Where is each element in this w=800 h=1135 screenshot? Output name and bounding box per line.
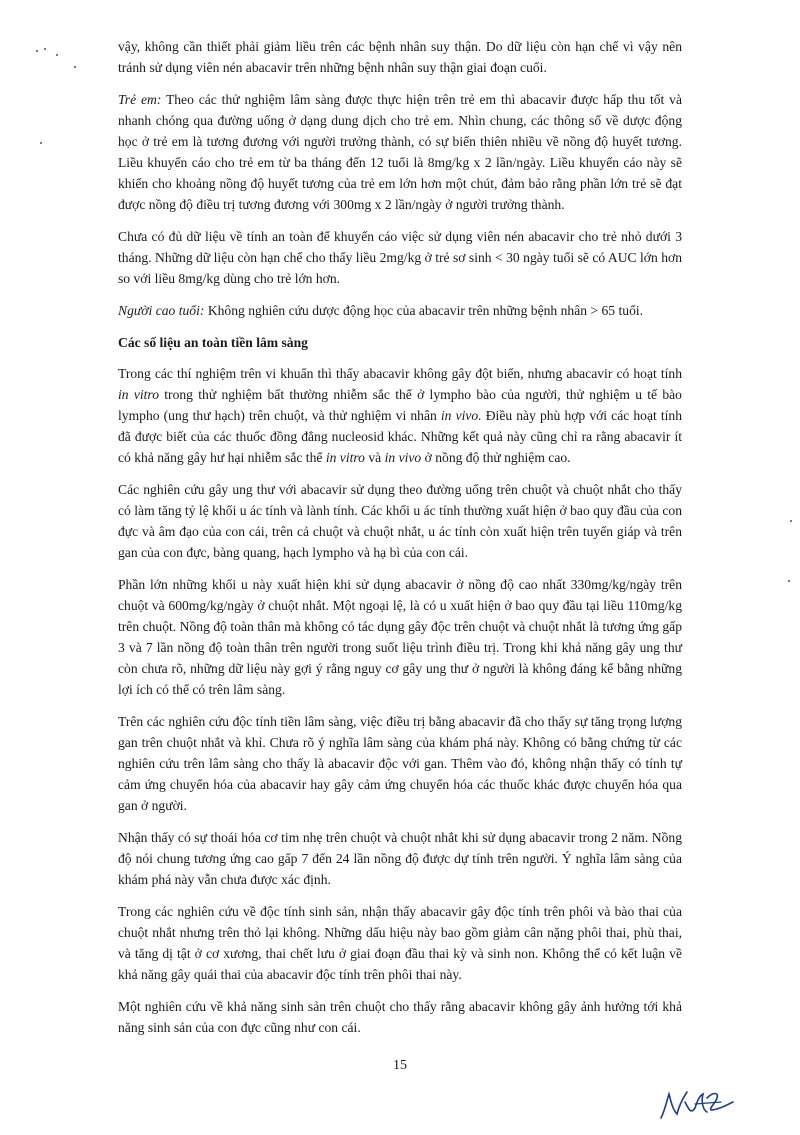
body-paragraph [118, 827, 682, 890]
body-paragraph [118, 996, 682, 1038]
body-paragraph [118, 711, 682, 816]
italic-text-run: in vitro [118, 387, 160, 402]
scan-artifact-dot [788, 580, 790, 582]
text-run: Một nghiên cứu về khả năng sinh sản trên chuột cho thấy rằng abacavir không gây ảnh hưởng tới khả năng sinh sản của con đực cũng như con cái. [118, 999, 682, 1035]
scan-artifact-dot [40, 142, 42, 144]
italic-text-run: in vivo [384, 450, 422, 465]
text-run: Trong các nghiên cứu về độc tính sinh sản, nhận thấy abacavir gây độc tính trên phôi và bào thai của chuột nhắt nhưng trên thỏ lại không. Những dấu hiệu này bao gồm giảm cân nặng phôi thai, phù thai, và tăng dị tật ở cơ xương, thai chết lưu ở giai đoạn đầu thai kỳ và sinh non. Không thể có kết luận về khả năng gây quái thai của abacavir độc tính trên phôi thai này. [118, 904, 682, 982]
scan-artifact-dot [56, 54, 58, 56]
text-run: Các nghiên cứu gây ung thư với abacavir sử dụng theo đường uống trên chuột và chuột nhắt cho thấy có làm tăng tỷ lệ khối u ác tính và lành tính. Các khối u ác tính thường xuất hiện ở bao quy đầu của con đực và âm đạo của con cái, trên cả chuột và chuột nhắt, u ác tính còn xuất hiện trên tuyến giáp và trên gan của con đực, bàng quang, hạch lympho và hạ bì của con cái. [118, 482, 682, 560]
text-run: ở nồng độ thử nghiệm cao. [421, 450, 571, 465]
scan-artifact-dot [44, 48, 46, 50]
text-run: Trong các thí nghiệm trên vi khuẩn thì thấy abacavir không gây đột biến, nhưng abacavir có hoạt tính [118, 366, 682, 381]
text-run: Trên các nghiên cứu độc tính tiền lâm sàng, việc điều trị bằng abacavir đã cho thấy sự tăng trọng lượng gan trên chuột nhắt và khỉ. Chưa rõ ý nghĩa lâm sàng của khám phá này. Không có bằng chứng từ các nghiên cứu trên lâm sàng cho thấy là abacavir độc với gan. Thêm vào đó, không nhận thấy có tính tự cảm ứng chuyển hóa của abacavir hay gây cảm ứng chuyển hóa các thuốc khác được chuyển hóa qua gan ở người. [118, 714, 682, 813]
italic-text-run: Người cao tuổi: [118, 303, 205, 318]
text-run: Nhận thấy có sự thoái hóa cơ tim nhẹ trên chuột và chuột nhắt khi sử dụng abacavir trong 2 năm. Nồng độ nói chung tương ứng cao gấp 7 đến 24 lần nồng độ được dự tính trên người. Ý nghĩa lâm sàng của khám phá này vẫn chưa được xác định. [118, 830, 682, 887]
page-number: 15 [393, 1058, 407, 1073]
body-paragraph [118, 226, 682, 289]
body-paragraph [118, 36, 682, 78]
text-run: Theo các thử nghiệm lâm sàng được thực hiện trên trẻ em thì abacavir được hấp thu tốt và nhanh chóng qua đường uống ở dạng dung dịch cho trẻ em. Nhìn chung, các thông số về dược động học ở trẻ em là tương đương với người trưởng thành, có sự biến thiên nhiều về nồng độ huyết tương. Liều khuyến cáo cho trẻ em từ ba tháng đến 12 tuổi là 8mg/kg x 2 lần/ngày. Liều khuyến cáo này sẽ khiến cho khoảng nồng độ huyết tương của trẻ em lớn hơn một chút, đảm bảo rằng phần lớn trẻ sẽ đạt được nồng độ điều trị tương đương với 300mg x 2 lần/ngày ở người trưởng thành. [118, 92, 682, 212]
scan-artifact-dot [74, 66, 76, 68]
body-paragraph [118, 89, 682, 215]
text-run: Chưa có đủ dữ liệu về tính an toàn để khuyến cáo việc sử dụng viên nén abacavir cho trẻ nhỏ dưới 3 tháng. Những dữ liệu còn hạn chế cho thấy liều 2mg/kg ở trẻ sơ sinh < 30 ngày tuổi sẽ có AUC lớn hơn so với liều 8mg/kg dùng cho trẻ lớn hơn. [118, 229, 682, 286]
document-body [118, 36, 682, 1049]
text-run: Điều này phù hợp với các hoạt tính đã được biết của các thuốc đồng đẳng nucleosid khác. Những kết quả này cũng chỉ ra rằng abacavir ít có khả năng gây hư hại nhiễm sắc thể [118, 408, 683, 465]
body-paragraph [118, 574, 682, 700]
body-paragraph [118, 479, 682, 563]
italic-text-run: in vitro [325, 450, 365, 465]
body-paragraph [118, 363, 682, 468]
scan-artifact-dot [790, 520, 792, 522]
body-paragraph [118, 901, 682, 985]
text-run: và [364, 450, 385, 465]
section-heading [118, 332, 682, 353]
italic-text-run: in vivo. [440, 408, 482, 423]
text-run: trong thử nghiệm bất thường nhiễm sắc thể ở lympho bào của người, thử nghiệm u tế bào lympho (ung thư hạch) trên chuột, và thử nghiệm vi nhân [118, 387, 682, 423]
text-run: vậy, không cần thiết phải giảm liều trên các bệnh nhân suy thận. Do dữ liệu còn hạn chế vì vậy nên tránh sử dụng viên nén abacavir trên những bệnh nhân suy thận giai đoạn cuối. [118, 39, 682, 75]
text-run: Các số liệu an toàn tiền lâm sàng [118, 335, 308, 350]
italic-text-run: Trẻ em: [118, 92, 162, 107]
handwritten-signature [655, 1080, 745, 1125]
scan-artifact-dot [36, 50, 38, 52]
body-paragraph [118, 300, 682, 321]
text-run: Không nghiên cứu dược động học của abacavir trên những bệnh nhân > 65 tuổi. [204, 303, 644, 318]
text-run: Phần lớn những khối u này xuất hiện khi sử dụng abacavir ở nồng độ cao nhất 330mg/kg/ngày trên chuột và 600mg/kg/ngày ở chuột nhắt. Một ngoại lệ, là có u xuất hiện ở bao quy đầu tại liều 110mg/kg trên chuột. Nồng độ toàn thân mà không có tác dụng gây độc trên chuột và chuột nhắt là tương ứng gấp 3 và 7 lần nồng độ toàn thân trên người trong suốt liệu trình điều trị. Trong khi khả năng gây ung thư còn chưa rõ, những dữ liệu này gợi ý rằng nguy cơ gây ung thư ở người là không đáng kể bằng những lợi ích có thể có trên lâm sàng. [118, 577, 682, 697]
